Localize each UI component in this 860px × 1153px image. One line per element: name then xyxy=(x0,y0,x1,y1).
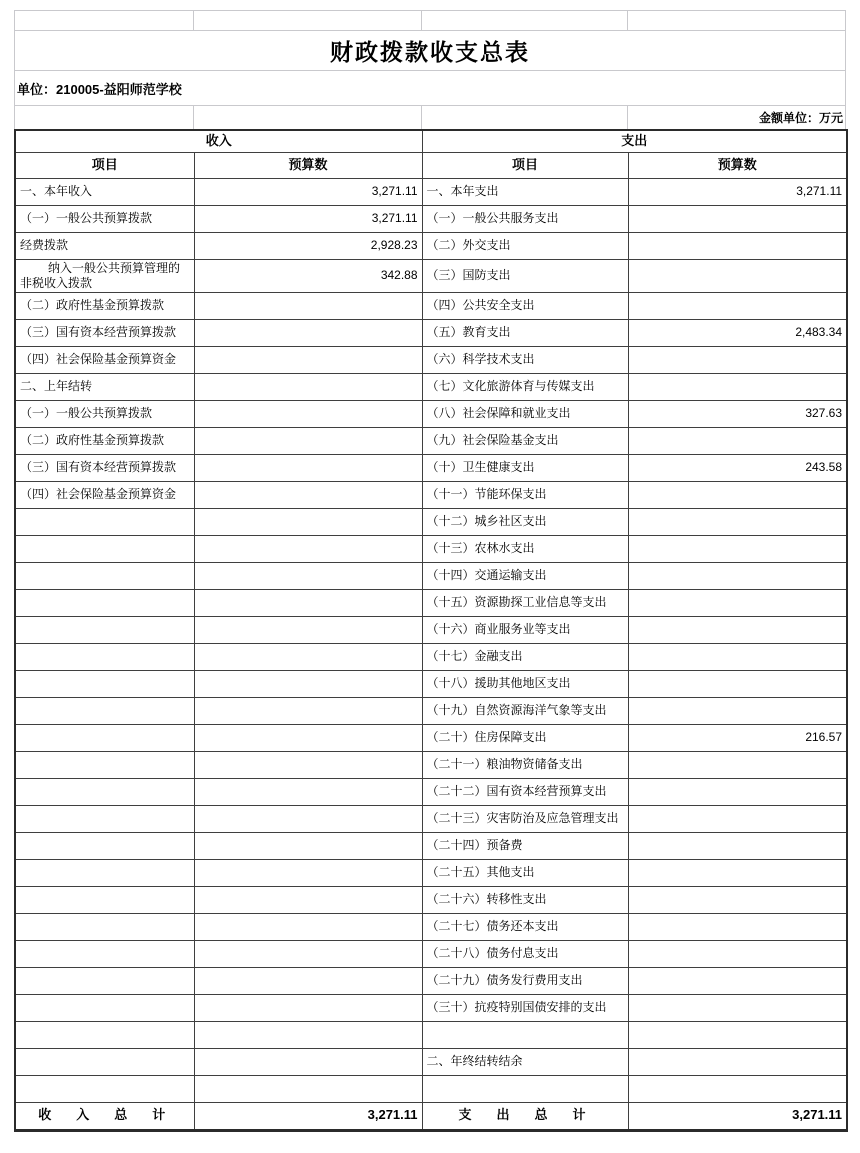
left-value xyxy=(194,400,422,427)
left-value xyxy=(194,1075,422,1102)
right-item: （十九）自然资源海洋气象等支出 xyxy=(422,697,628,724)
income-budget-column-header: 预算数 xyxy=(194,152,422,178)
left-item xyxy=(15,616,194,643)
right-item: （五）教育支出 xyxy=(422,319,628,346)
left-item xyxy=(15,643,194,670)
table-row xyxy=(15,259,847,292)
right-item: （二十五）其他支出 xyxy=(422,859,628,886)
right-item: （三十）抗疫特别国债安排的支出 xyxy=(422,994,628,1021)
amount-unit-cell xyxy=(628,106,845,129)
right-item: （九）社会保险基金支出 xyxy=(422,427,628,454)
table-row xyxy=(15,724,847,751)
right-value xyxy=(628,994,847,1021)
top-strip-cell xyxy=(422,11,628,30)
left-item xyxy=(15,778,194,805)
right-value xyxy=(628,346,847,373)
left-item: 一、本年收入 xyxy=(15,178,194,205)
table-row xyxy=(15,616,847,643)
left-value xyxy=(194,697,422,724)
right-value xyxy=(628,751,847,778)
right-item: （二十六）转移性支出 xyxy=(422,886,628,913)
income-item-column-header: 项目 xyxy=(15,152,194,178)
left-value: 3,271.11 xyxy=(194,178,422,205)
right-item: （二）外交支出 xyxy=(422,232,628,259)
left-item xyxy=(15,535,194,562)
right-item: （八）社会保障和就业支出 xyxy=(422,400,628,427)
left-value xyxy=(194,562,422,589)
right-item: （一）一般公共服务支出 xyxy=(422,205,628,232)
table-row xyxy=(15,832,847,859)
left-value xyxy=(194,508,422,535)
left-item xyxy=(15,751,194,778)
left-item: （四）社会保险基金预算资金 xyxy=(15,481,194,508)
right-value xyxy=(628,535,847,562)
right-value: 216.57 xyxy=(628,724,847,751)
right-item: 一、本年支出 xyxy=(422,178,628,205)
right-item: （十七）金融支出 xyxy=(422,643,628,670)
left-value xyxy=(194,292,422,319)
top-strip-cell xyxy=(628,11,845,30)
right-value: 327.63 xyxy=(628,400,847,427)
right-value xyxy=(628,232,847,259)
right-item: （七）文化旅游体育与传媒支出 xyxy=(422,373,628,400)
left-value xyxy=(194,1021,422,1048)
left-value xyxy=(194,454,422,481)
left-item xyxy=(15,805,194,832)
left-item xyxy=(15,994,194,1021)
right-value xyxy=(628,886,847,913)
strip-cell xyxy=(194,106,422,129)
left-item: （三）国有资本经营预算拨款 xyxy=(15,319,194,346)
right-value xyxy=(628,778,847,805)
left-value xyxy=(194,319,422,346)
right-item: （四）公共安全支出 xyxy=(422,292,628,319)
left-item xyxy=(15,589,194,616)
right-item: （三）国防支出 xyxy=(422,259,628,292)
right-item: （二十九）债务发行费用支出 xyxy=(422,967,628,994)
table-row xyxy=(15,1048,847,1075)
left-value: 342.88 xyxy=(194,259,422,292)
table-row xyxy=(15,400,847,427)
left-value xyxy=(194,832,422,859)
table-row xyxy=(15,886,847,913)
table-row xyxy=(15,670,847,697)
left-value xyxy=(194,751,422,778)
left-value xyxy=(194,616,422,643)
right-value xyxy=(628,670,847,697)
group-header-row xyxy=(15,130,847,152)
left-item xyxy=(15,967,194,994)
right-item: （二十二）国有资本经营预算支出 xyxy=(422,778,628,805)
left-item: （二）政府性基金预算拨款 xyxy=(15,292,194,319)
left-value xyxy=(194,670,422,697)
table-row xyxy=(15,589,847,616)
right-value xyxy=(628,373,847,400)
table-row xyxy=(15,292,847,319)
expense-item-column-header: 项目 xyxy=(422,152,628,178)
table-row xyxy=(15,994,847,1021)
left-value xyxy=(194,859,422,886)
right-item: （十）卫生健康支出 xyxy=(422,454,628,481)
left-item xyxy=(15,670,194,697)
left-value xyxy=(194,535,422,562)
right-value xyxy=(628,508,847,535)
right-value xyxy=(628,481,847,508)
right-value xyxy=(628,1021,847,1048)
right-value xyxy=(628,427,847,454)
left-item: （二）政府性基金预算拨款 xyxy=(15,427,194,454)
left-value xyxy=(194,589,422,616)
left-value xyxy=(194,940,422,967)
right-value xyxy=(628,697,847,724)
table-row xyxy=(15,319,847,346)
table-row xyxy=(15,697,847,724)
left-item: （一）一般公共预算拨款 xyxy=(15,400,194,427)
table-row xyxy=(15,508,847,535)
right-item: （十八）援助其他地区支出 xyxy=(422,670,628,697)
table-row xyxy=(15,1021,847,1048)
left-item xyxy=(15,913,194,940)
table-row xyxy=(15,940,847,967)
left-item xyxy=(15,562,194,589)
left-value xyxy=(194,481,422,508)
column-header-row xyxy=(15,152,847,178)
unit-row xyxy=(15,71,845,106)
right-item xyxy=(422,1075,628,1102)
left-item xyxy=(15,1048,194,1075)
left-value xyxy=(194,427,422,454)
page-title: 财政拨款收支总表 xyxy=(330,39,530,65)
income-section-header: 收入 xyxy=(15,130,422,152)
right-item: （二十七）债务还本支出 xyxy=(422,913,628,940)
table-row xyxy=(15,205,847,232)
right-item: （十五）资源勘探工业信息等支出 xyxy=(422,589,628,616)
left-item xyxy=(15,697,194,724)
left-value xyxy=(194,805,422,832)
left-value: 3,271.11 xyxy=(194,205,422,232)
right-value xyxy=(628,292,847,319)
table-row xyxy=(15,967,847,994)
table-row xyxy=(15,859,847,886)
strip-cell xyxy=(15,106,194,129)
left-item: （四）社会保险基金预算资金 xyxy=(15,346,194,373)
table-row xyxy=(15,454,847,481)
income-total-value: 3,271.11 xyxy=(194,1102,422,1130)
amount-unit-row xyxy=(15,106,845,129)
table-row xyxy=(15,427,847,454)
total-row xyxy=(15,1102,847,1130)
expense-section-header: 支出 xyxy=(422,130,847,152)
right-value xyxy=(628,616,847,643)
left-value xyxy=(194,724,422,751)
table-row xyxy=(15,913,847,940)
right-item: （十四）交通运输支出 xyxy=(422,562,628,589)
table-row xyxy=(15,643,847,670)
right-value xyxy=(628,562,847,589)
sheet-header-block xyxy=(14,10,846,129)
amount-unit-label: 金额单位：万元 xyxy=(758,111,843,125)
right-item: （十二）城乡社区支出 xyxy=(422,508,628,535)
right-value: 2,483.34 xyxy=(628,319,847,346)
right-value xyxy=(628,643,847,670)
table-row xyxy=(15,805,847,832)
right-value xyxy=(628,1048,847,1075)
right-item: （二十）住房保障支出 xyxy=(422,724,628,751)
right-item: （六）科学技术支出 xyxy=(422,346,628,373)
unit-label: 单位：210005-益阳师范学校 xyxy=(17,81,182,97)
left-value xyxy=(194,913,422,940)
title-row xyxy=(15,31,845,71)
right-item: （二十四）预备费 xyxy=(422,832,628,859)
table-row xyxy=(15,178,847,205)
left-item: （三）国有资本经营预算拨款 xyxy=(15,454,194,481)
left-item: （一）一般公共预算拨款 xyxy=(15,205,194,232)
table-row xyxy=(15,232,847,259)
right-value: 3,271.11 xyxy=(628,178,847,205)
right-item: （二十一）粮油物资储备支出 xyxy=(422,751,628,778)
left-item xyxy=(15,508,194,535)
right-value xyxy=(628,205,847,232)
strip-cell xyxy=(422,106,628,129)
right-value xyxy=(628,805,847,832)
left-item xyxy=(15,724,194,751)
left-value xyxy=(194,373,422,400)
table-row xyxy=(15,346,847,373)
top-strip-row xyxy=(15,11,845,31)
left-value xyxy=(194,1048,422,1075)
right-item: （二十八）债务付息支出 xyxy=(422,940,628,967)
right-item: （十一）节能环保支出 xyxy=(422,481,628,508)
top-strip-cell xyxy=(15,11,194,30)
right-item: （二十三）灾害防治及应急管理支出 xyxy=(422,805,628,832)
left-item xyxy=(15,1021,194,1048)
left-value xyxy=(194,967,422,994)
right-item xyxy=(422,1021,628,1048)
left-value: 2,928.23 xyxy=(194,232,422,259)
right-value xyxy=(628,1075,847,1102)
left-item xyxy=(15,859,194,886)
right-value xyxy=(628,913,847,940)
right-value xyxy=(628,940,847,967)
expense-total-label: 支 出 总 计 xyxy=(422,1102,628,1130)
table-row xyxy=(15,373,847,400)
right-item: 二、年终结转结余 xyxy=(422,1048,628,1075)
left-item: 纳入一般公共预算管理的非税收入拨款 xyxy=(15,259,194,292)
table-row xyxy=(15,535,847,562)
right-item: （十六）商业服务业等支出 xyxy=(422,616,628,643)
left-value xyxy=(194,346,422,373)
right-value: 243.58 xyxy=(628,454,847,481)
left-item xyxy=(15,1075,194,1102)
expense-budget-column-header: 预算数 xyxy=(628,152,847,178)
left-value xyxy=(194,643,422,670)
table-row xyxy=(15,1075,847,1102)
right-value xyxy=(628,589,847,616)
left-item xyxy=(15,886,194,913)
expense-total-value: 3,271.11 xyxy=(628,1102,847,1130)
table-row xyxy=(15,778,847,805)
right-value xyxy=(628,859,847,886)
left-item xyxy=(15,940,194,967)
right-value xyxy=(628,832,847,859)
left-value xyxy=(194,778,422,805)
table-row xyxy=(15,481,847,508)
right-item: （十三）农林水支出 xyxy=(422,535,628,562)
left-item: 二、上年结转 xyxy=(15,373,194,400)
left-value xyxy=(194,886,422,913)
top-strip-cell xyxy=(194,11,422,30)
right-value xyxy=(628,259,847,292)
budget-table xyxy=(14,129,848,1132)
left-value xyxy=(194,994,422,1021)
table-row xyxy=(15,751,847,778)
income-total-label: 收 入 总 计 xyxy=(15,1102,194,1130)
left-item xyxy=(15,832,194,859)
right-value xyxy=(628,967,847,994)
left-item: 经费拨款 xyxy=(15,232,194,259)
table-row xyxy=(15,562,847,589)
